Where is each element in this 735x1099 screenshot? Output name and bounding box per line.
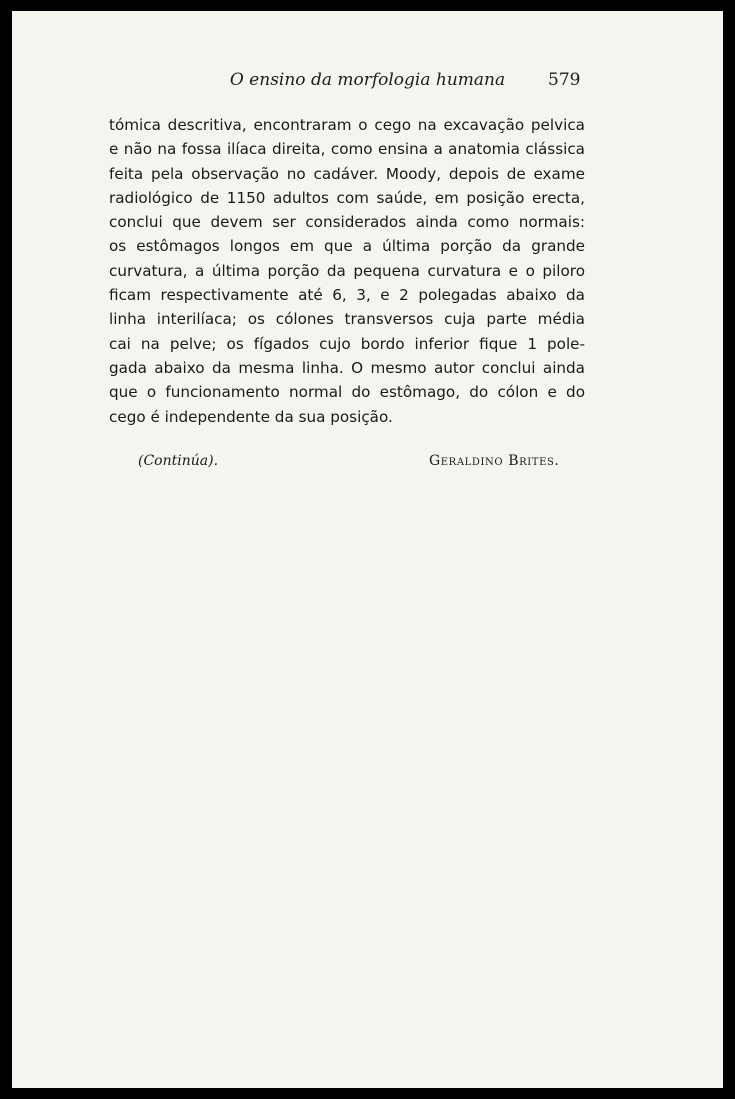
text-line: linha interilíaca; os cólones transversos cuja parte média <box>109 310 585 329</box>
text-line: e não na fossa ilíaca direita, como ensina a anatomia clássica <box>109 140 585 159</box>
text-line: feita pela observação no cadáver. Moody, depois de exame <box>109 164 585 183</box>
text-line: ficam respectivamente até 6, 3, e 2 polegadas abaixo da <box>109 286 585 305</box>
text-line: gada abaixo da mesma linha. O mesmo autor conclui ainda <box>109 358 585 377</box>
body-paragraph <box>109 113 585 429</box>
page-number: 579 <box>548 70 581 90</box>
text-line: cego é independente da sua posição. <box>109 407 393 426</box>
text-line: radiológico de 1150 adultos com saúde, em posição erecta, <box>109 188 585 207</box>
text-line: que o funcionamento normal do estômago, do cólon e do <box>109 383 585 402</box>
text-line: cai na pelve; os fígados cujo bordo inferior fique 1 pole- <box>109 334 585 353</box>
text-line: conclui que devem ser considerados ainda como normais: <box>109 213 585 232</box>
text-line: curvatura, a última porção da pequena curvatura e o piloro <box>109 261 585 280</box>
running-header-title: O ensino da morfologia humana <box>229 70 506 90</box>
text-line: tómica descritiva, encontraram o cego na excavação pelvica <box>109 116 585 134</box>
text-line: os estômagos longos em que a última porção da grande <box>109 237 585 256</box>
author-signature: Geraldino Brites. <box>429 453 560 469</box>
continued-note: (Continúa). <box>138 453 219 469</box>
